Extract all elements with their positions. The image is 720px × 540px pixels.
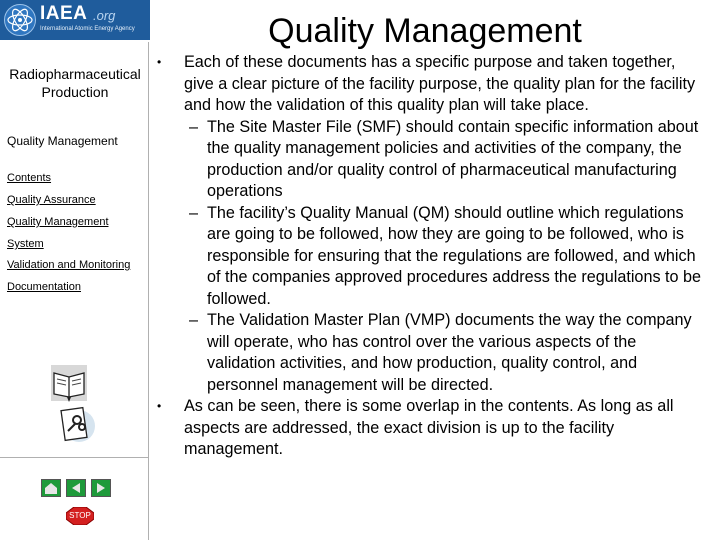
- page-title: Quality Management: [268, 12, 582, 50]
- tools-icon: [58, 405, 96, 448]
- sidebar-divider: [148, 42, 149, 540]
- sub-bullet-text: The Site Master File (SMF) should contain specific information about the quality management policies and activities of the company, the production and/or quality control of pharmaceutical manufacturing operations: [207, 117, 699, 200]
- bullet-item: [157, 52, 707, 117]
- sub-bullet-text: The Validation Master Plan (VMP) documents the way the company will operate, who has control over the various aspects of the validation activities, and how production, quality control, and personnel management will be directed.: [207, 311, 692, 394]
- bullet-text: As can be seen, there is some overlap in the contents. As long as all aspects are addressed, the exact division is up to the facility management.: [184, 397, 674, 458]
- sidebar-section: Quality Management: [7, 134, 118, 148]
- logo-subtitle: International Atomic Energy Agency: [40, 26, 135, 32]
- bullet-dot: •: [157, 55, 162, 69]
- home-button[interactable]: [41, 479, 61, 497]
- back-icon: [67, 480, 85, 496]
- sub-bullet-item: [157, 310, 707, 396]
- sub-bullet-item: [157, 117, 707, 203]
- bullet-dot: •: [157, 399, 162, 413]
- sidebar-link-contents[interactable]: Contents: [7, 172, 52, 184]
- sub-bullet-dash: –: [189, 117, 199, 136]
- sub-bullet-text: The facility’s Quality Manual (QM) should outline which regulations are going to be followed, how they are going to be followed, who is responsible for ensuring that the regulations are followed, and which of the companies approved procedures address the regulations to be followed.: [207, 203, 702, 308]
- globe-icon: [4, 4, 36, 36]
- back-button[interactable]: [66, 479, 86, 497]
- sidebar-title: Radiopharmaceutical Production: [9, 66, 141, 100]
- logo-org: .org: [93, 8, 116, 23]
- sub-bullet-dash: –: [189, 203, 199, 222]
- sidebar-bottom-divider: [0, 457, 148, 458]
- slide-content: [157, 52, 707, 461]
- sidebar-link-documentation[interactable]: Documentation: [7, 281, 81, 293]
- stop-button[interactable]: [66, 507, 94, 525]
- bullet-item: [157, 396, 707, 461]
- sub-bullet-item: [157, 203, 707, 311]
- sidebar-link-validation[interactable]: Validation and Monitoring: [7, 259, 131, 271]
- forward-icon: [92, 480, 110, 496]
- sidebar-link-system[interactable]: System: [7, 238, 44, 250]
- forward-button[interactable]: [91, 479, 111, 497]
- sidebar-link-quality-management[interactable]: Quality Management: [7, 216, 109, 228]
- book-icon: [50, 364, 88, 407]
- sidebar-link-quality-assurance[interactable]: Quality Assurance: [7, 194, 96, 206]
- iaea-logo: [0, 0, 150, 40]
- home-icon: [42, 480, 60, 496]
- sub-bullet-dash: –: [189, 311, 199, 329]
- bullet-text: Each of these documents has a specific purpose and taken together, give a clear picture of the facility purpose, the quality plan for the facility and how the validation of this quality plan will take place.: [184, 53, 696, 114]
- stop-label: STOP: [69, 511, 91, 520]
- logo-name: IAEA: [40, 3, 88, 24]
